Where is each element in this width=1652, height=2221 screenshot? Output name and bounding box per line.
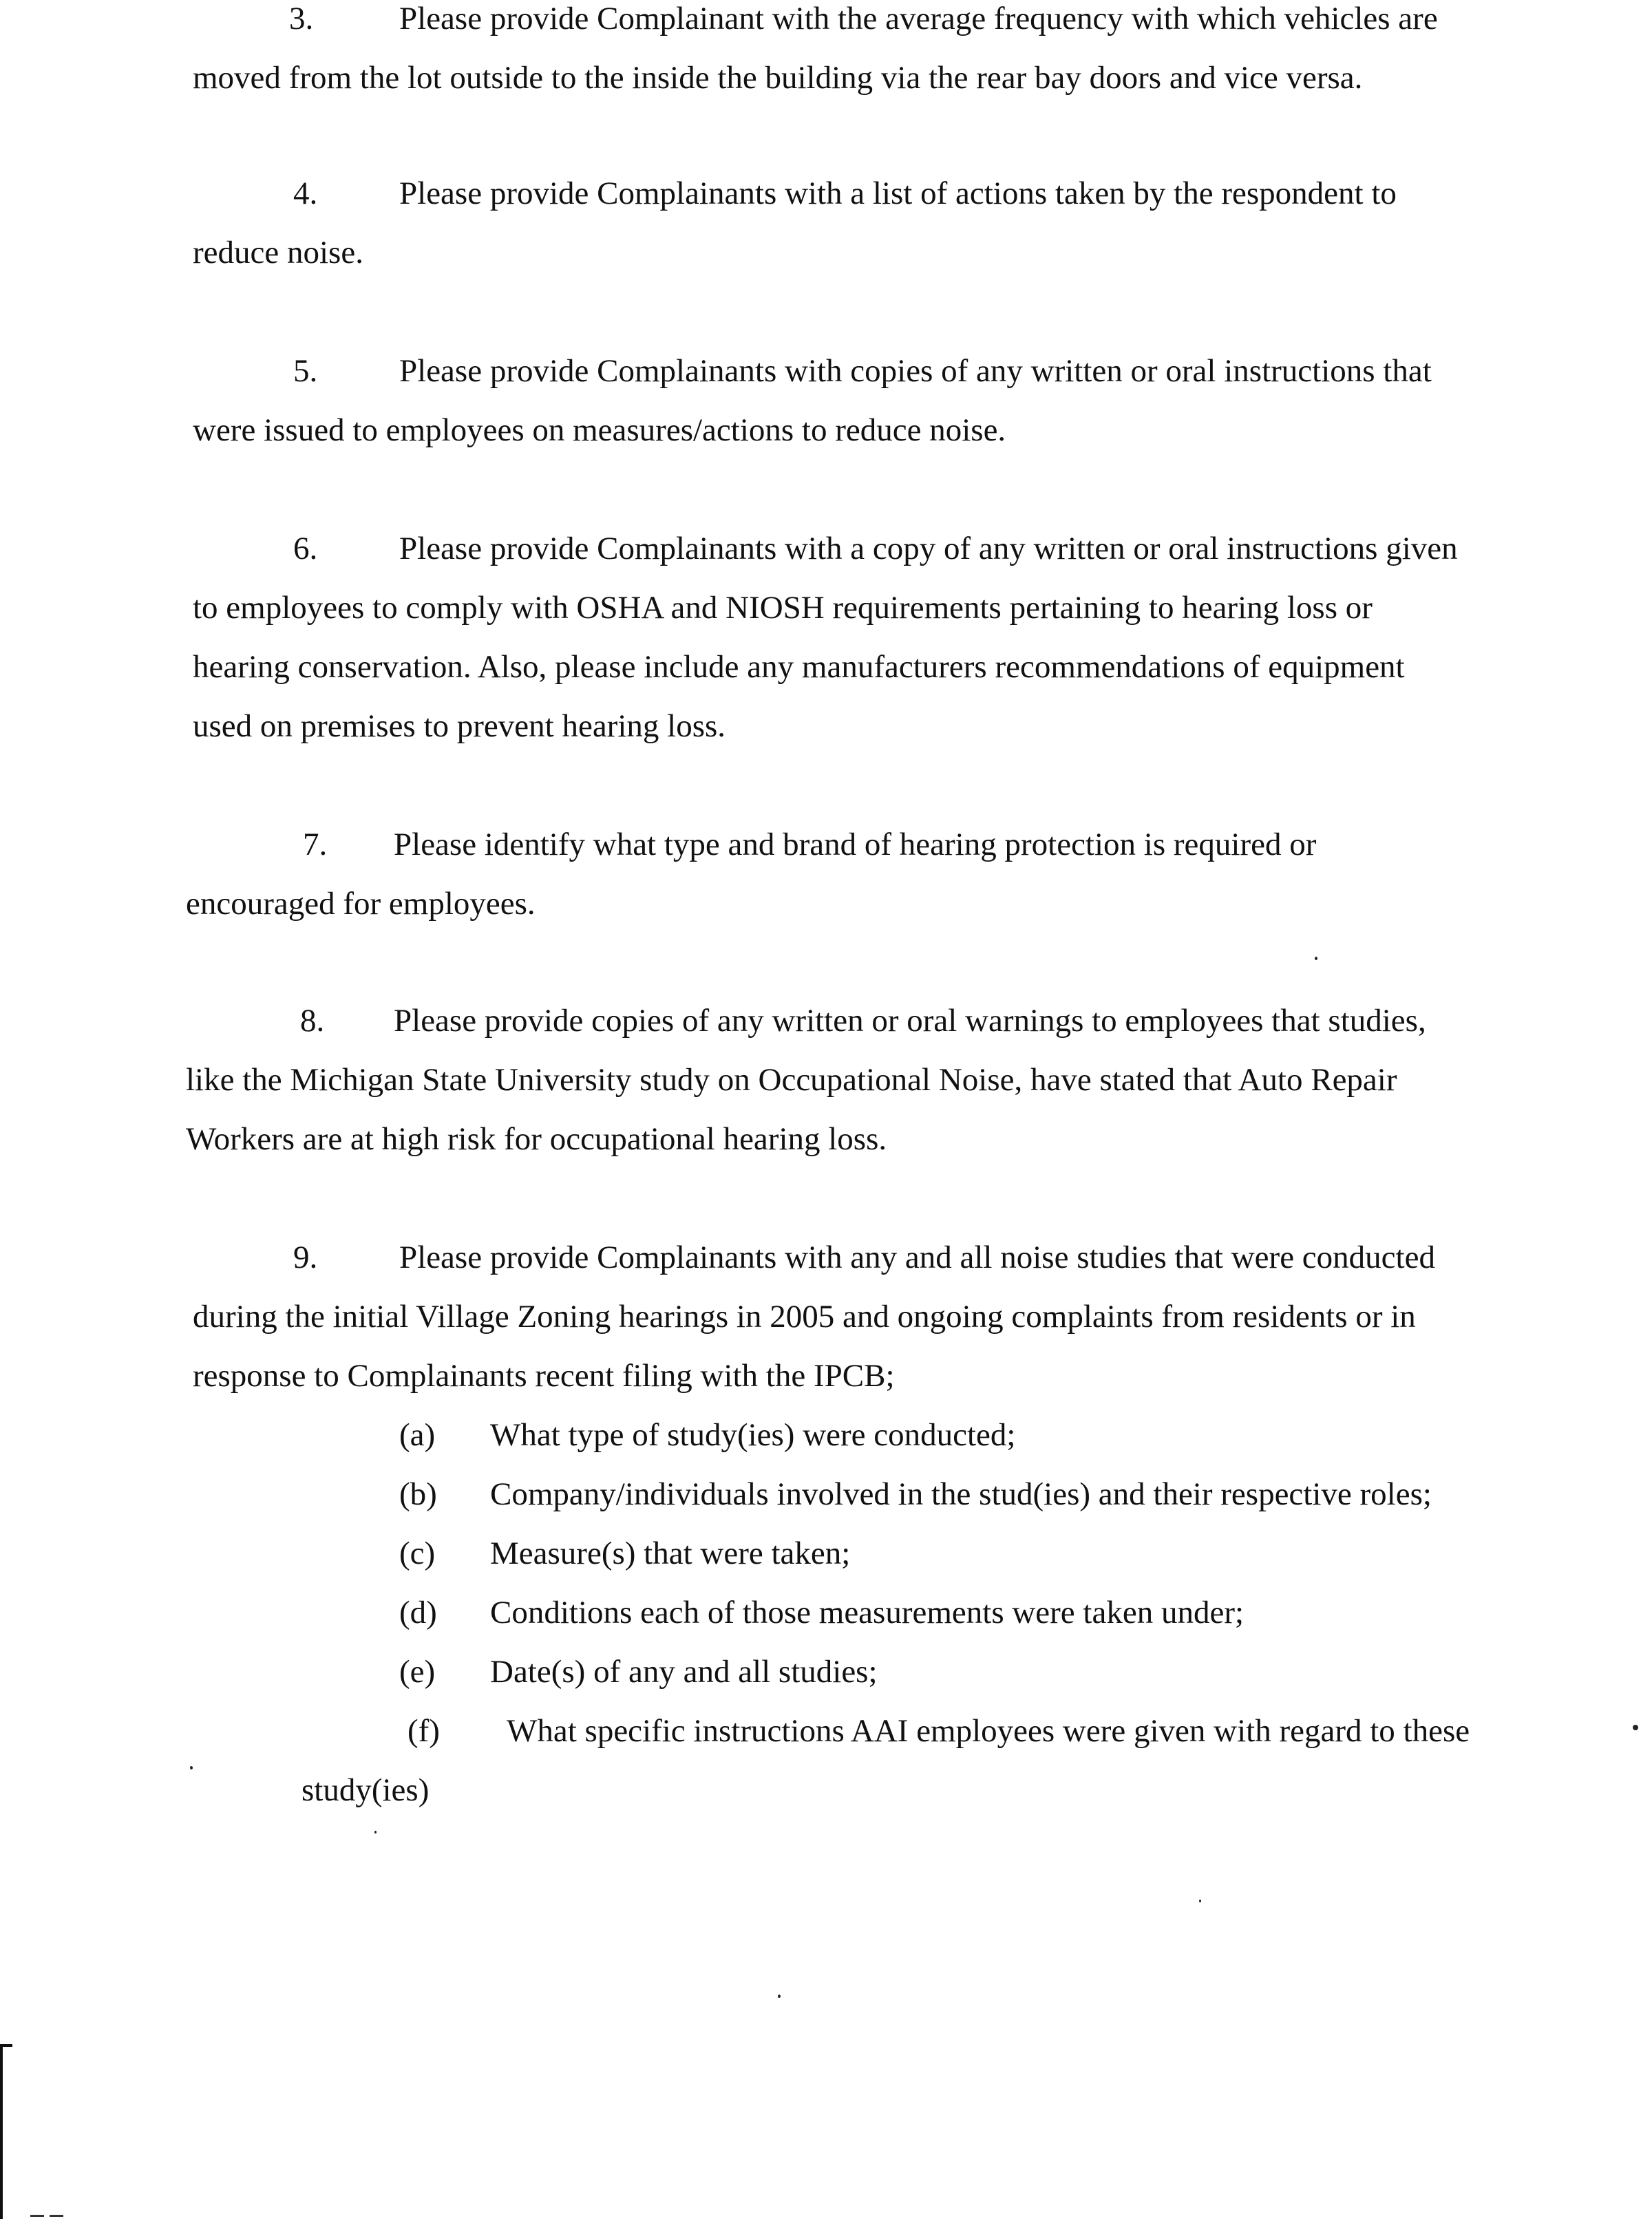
- paragraph-line: encouraged for employees.: [186, 886, 536, 922]
- sub-item-label: (e): [399, 1654, 436, 1690]
- scan-edge-dash: [50, 2215, 63, 2217]
- paragraph-line: to employees to comply with OSHA and NIOSH requirements pertaining to hearing loss or: [193, 590, 1373, 626]
- paragraph-line: [186, 815, 1317, 874]
- scan-speck: [1199, 1900, 1201, 1902]
- sub-item-text: What specific instructions AAI employees were given with regard to these: [507, 1713, 1470, 1749]
- paragraph-text: Please provide Complainants with a list of actions taken by the respondent to: [399, 176, 1397, 211]
- sub-item-text: Conditions each of those measurements were taken under;: [490, 1595, 1245, 1630]
- paragraph-5: [193, 341, 1432, 460]
- paragraph-line: like the Michigan State University study on Occupational Noise, have stated that Auto Repair: [186, 1062, 1397, 1098]
- paragraph-line: [193, 341, 1432, 401]
- paragraph-line: [193, 0, 1438, 48]
- paragraph-line: hearing conservation. Also, please include any manufacturers recommendations of equipment: [193, 649, 1405, 685]
- sub-item-text: Measure(s) that were taken;: [490, 1535, 851, 1571]
- paragraph-text: Please provide Complainant with the average frequency with which vehicles are: [399, 1, 1438, 36]
- paragraph-line: response to Complainants recent filing with the IPCB;: [193, 1358, 895, 1394]
- paragraph-line: [193, 1228, 1435, 1287]
- paragraph-number: 6.: [293, 531, 318, 566]
- scan-speck: [374, 1831, 377, 1834]
- paragraph-text: Please provide copies of any written or oral warnings to employees that studies,: [394, 1003, 1426, 1039]
- paragraph-number: 8.: [300, 1003, 325, 1039]
- paragraph-line: Workers are at high risk for occupational hearing loss.: [186, 1121, 887, 1157]
- sub-item-label: (f): [407, 1713, 440, 1749]
- sub-item-label: (a): [399, 1417, 436, 1453]
- paragraph-line: [186, 991, 1426, 1050]
- paragraph-line: were issued to employees on measures/actions to reduce noise.: [193, 412, 1006, 448]
- scan-speck: [1315, 957, 1317, 960]
- sub-item-label: (d): [399, 1595, 437, 1630]
- paragraph-line: used on premises to prevent hearing loss.: [193, 708, 726, 744]
- paragraph-line: [193, 164, 1397, 223]
- paragraph-number: 3.: [289, 1, 314, 36]
- paragraph-9: [193, 1228, 1435, 1405]
- sub-item-label: (c): [399, 1535, 436, 1571]
- paragraph-4: [193, 164, 1397, 282]
- scan-edge-dash: [30, 2215, 44, 2217]
- paragraph-text: Please provide Complainants with a copy of any written or oral instructions given: [399, 531, 1458, 566]
- sub-item-text: Company/individuals involved in the stud(ies) and their respective roles;: [490, 1476, 1432, 1512]
- paragraph-text: Please provide Complainants with copies of any written or oral instructions that: [399, 353, 1432, 389]
- paragraph-number: 5.: [293, 353, 318, 389]
- paragraph-line: reduce noise.: [193, 235, 363, 270]
- paragraph-3: [193, 0, 1438, 107]
- paragraph-number: 7.: [303, 827, 328, 862]
- scan-edge-bracket: [0, 2044, 12, 2219]
- scan-speck: [1633, 1725, 1638, 1730]
- paragraph-line: [193, 519, 1458, 578]
- paragraph-text: Please provide Complainants with any and all noise studies that were conducted: [399, 1240, 1435, 1275]
- paragraph-line: during the initial Village Zoning hearings in 2005 and ongoing complaints from residents or in: [193, 1299, 1416, 1335]
- paragraph-number: 9.: [293, 1240, 318, 1275]
- sub-item-text: What type of study(ies) were conducted;: [490, 1417, 1016, 1453]
- paragraph-6: [193, 519, 1458, 756]
- paragraph-7: [186, 815, 1317, 933]
- paragraph-text: Please identify what type and brand of hearing protection is required or: [394, 827, 1317, 862]
- scan-speck: [778, 1995, 781, 1998]
- paragraph-8: [186, 991, 1426, 1169]
- sub-item-label: (b): [399, 1476, 437, 1512]
- paragraph-line: moved from the lot outside to the inside the building via the rear bay doors and vice versa.: [193, 60, 1363, 96]
- scan-speck: [190, 1766, 193, 1770]
- sub-item-continuation-text: study(ies): [301, 1772, 430, 1808]
- sub-item-text: Date(s) of any and all studies;: [490, 1654, 878, 1690]
- paragraph-number: 4.: [293, 176, 318, 211]
- sub-item-f-continuation: [301, 1761, 429, 1820]
